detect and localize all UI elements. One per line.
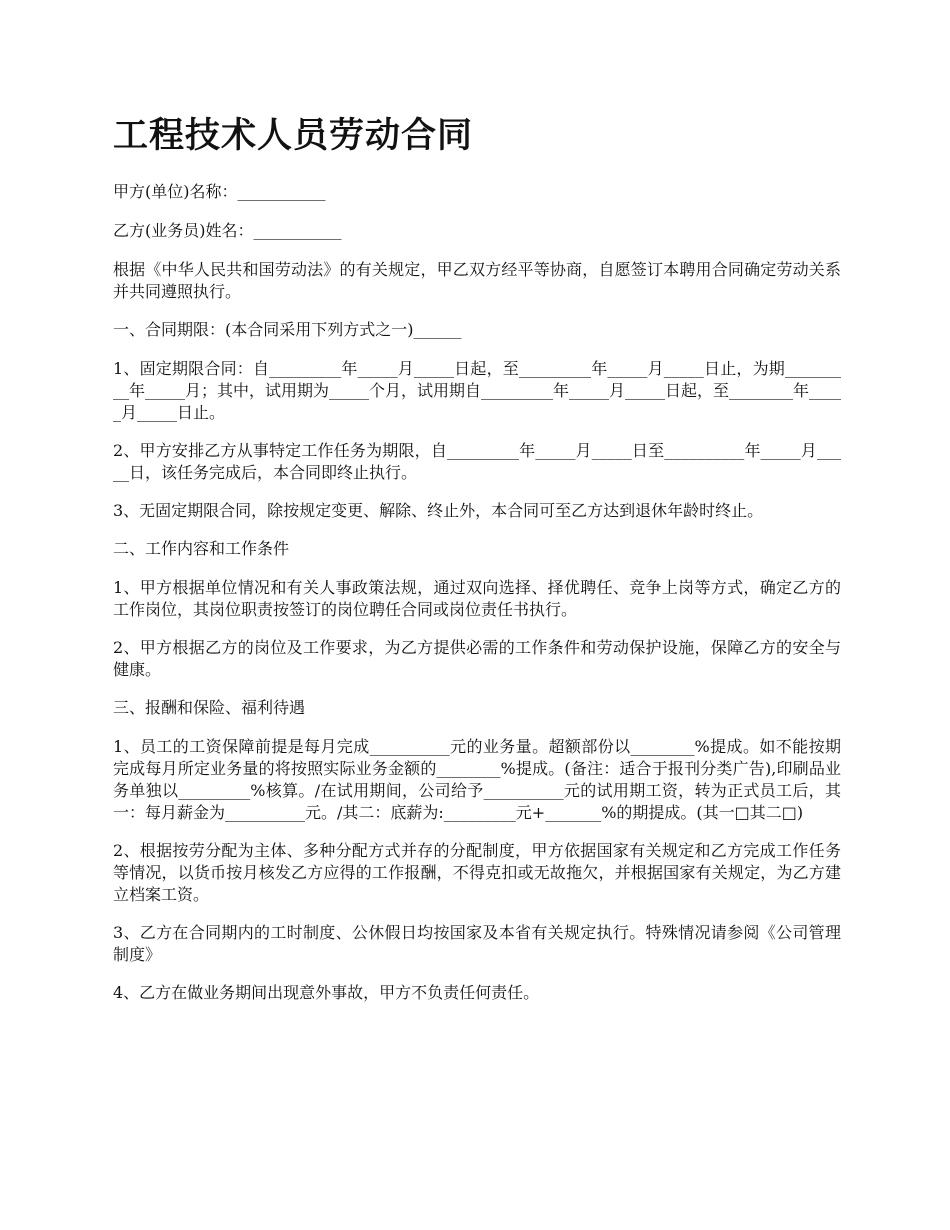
clause-2-2: 2、甲方根据乙方的岗位及工作要求，为乙方提供必需的工作条件和劳动保护设施，保障乙方的安全与健康。 (113, 638, 841, 679)
party-b-name-line: 乙方(业务员)姓名：___________ (113, 221, 342, 240)
clause-3-1: 1、员工的工资保障前提是每月完成__________元的业务量。超额部份以________%提成。如不能按期完成每月所定业务量的将按照实际业务金额的________%提成。(备注：适合于报刊分类广告),印刷品业务单独以_________%核算。/在试用期间，公司给予__________元的试用期工资，转为正式员工后，其一：每月薪金为__________元。/其二：底薪为:_________元+_______%的期提成。(其一□其二□) (113, 737, 841, 822)
document-page (113, 112, 841, 1020)
preamble-paragraph: 根据《中华人民共和国劳动法》的有关规定，甲乙双方经平等协商，自愿签订本聘用合同确定劳动关系并共同遵照执行。 (113, 260, 841, 301)
section-2-heading: 二、工作内容和工作条件 (113, 539, 290, 558)
document-title: 工程技术人员劳动合同 (113, 116, 474, 156)
clause-2-1: 1、甲方根据单位情况和有关人事政策法规，通过双向选择、择优聘任、竞争上岗等方式，确定乙方的工作岗位，其岗位职责按签订的岗位聘任合同或岗位责任书执行。 (113, 578, 841, 619)
section-3-heading: 三、报酬和保险、福利待遇 (113, 698, 306, 717)
party-a-name-line: 甲方(单位)名称：___________ (113, 182, 326, 201)
section-1-heading: 一、合同期限：(本合同采用下列方式之一)______ (113, 320, 462, 339)
clause-1-3: 3、无固定期限合同，除按规定变更、解除、终止外，本合同可至乙方达到退休年龄时终止。 (113, 501, 764, 520)
clause-3-2: 2、根据按劳分配为主体、多种分配方式并存的分配制度，甲方依据国家有关规定和乙方完成工作任务等情况，以货币按月核发乙方应得的工作报酬，不得克扣或无故拖欠，并根据国家有关规定，为乙方建立档案工资。 (113, 841, 841, 904)
clause-1-2: 2、甲方安排乙方从事特定工作任务为期限，自_________年_____月_____日至__________年_____月_____日，该任务完成后，本合同即终止执行。 (113, 441, 841, 482)
clause-1-1: 1、固定期限合同：自_________年_____月_____日起，至_________年_____月_____日止，为期_________年_____月；其中，试用期为_____个月，试用期自_________年_____月_____日起，至________年_____月_____日止。 (113, 359, 842, 422)
clause-3-3: 3、乙方在合同期内的工时制度、公休假日均按国家及本省有关规定执行。特殊情况请参阅《公司管理制度》 (113, 923, 841, 964)
clause-3-4: 4、乙方在做业务期间出现意外事故，甲方不负责任何责任。 (113, 983, 540, 1002)
